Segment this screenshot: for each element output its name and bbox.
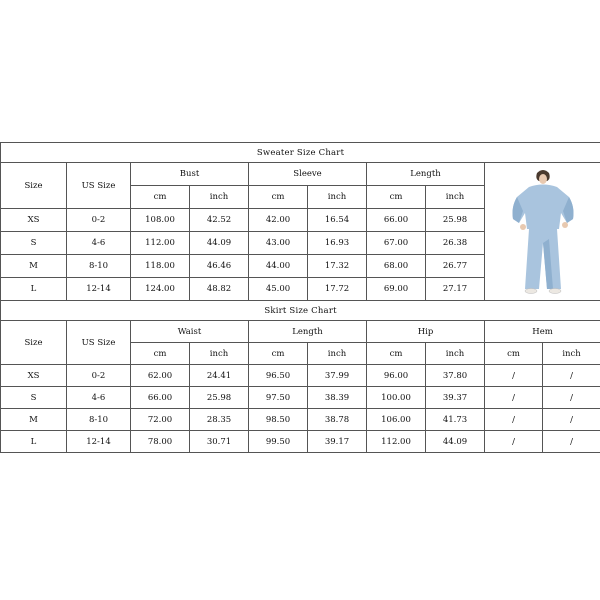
sweater-chart-title: Sweater Size Chart <box>1 143 600 163</box>
table-row <box>1 387 600 409</box>
hem-cm-cell: / <box>485 387 543 409</box>
sweater-size-chart <box>0 142 600 301</box>
hem-cm-cell: / <box>485 431 543 453</box>
table-row <box>1 409 600 431</box>
sleeve-header: Sleeve <box>249 163 367 186</box>
sleeve-cm-cell: 45.00 <box>249 278 308 301</box>
length-cm-cell: 99.50 <box>249 431 308 453</box>
length-cm-header: cm <box>367 186 426 209</box>
hip-inch-cell: 41.73 <box>426 409 485 431</box>
sleeve-inch-cell: 17.72 <box>308 278 367 301</box>
bust-inch-cell: 42.52 <box>190 209 249 232</box>
hip-cm-cell: 100.00 <box>367 387 426 409</box>
sleeve-inch-header: inch <box>308 186 367 209</box>
size-header: Size <box>1 321 67 365</box>
sleeve-cm-cell: 43.00 <box>249 232 308 255</box>
bust-inch-cell: 44.09 <box>190 232 249 255</box>
length-cm-cell: 68.00 <box>367 255 426 278</box>
hip-inch-header: inch <box>426 343 485 365</box>
length-inch-cell: 39.17 <box>308 431 367 453</box>
bust-cm-header: cm <box>131 186 190 209</box>
skirt-chart-title: Skirt Size Chart <box>1 301 600 321</box>
hem-inch-header: inch <box>543 343 600 365</box>
sleeve-inch-cell: 16.54 <box>308 209 367 232</box>
waist-inch-cell: 30.71 <box>190 431 249 453</box>
length-header: Length <box>367 163 485 186</box>
us-size-cell: 0-2 <box>67 365 131 387</box>
bust-inch-cell: 48.82 <box>190 278 249 301</box>
us-size-cell: 0-2 <box>67 209 131 232</box>
waist-cm-header: cm <box>131 343 190 365</box>
size-cell: XS <box>1 365 67 387</box>
hip-cm-header: cm <box>367 343 426 365</box>
length-cm-cell: 97.50 <box>249 387 308 409</box>
size-cell: XS <box>1 209 67 232</box>
bust-cm-cell: 108.00 <box>131 209 190 232</box>
us-size-cell: 4-6 <box>67 387 131 409</box>
length-cm-cell: 96.50 <box>249 365 308 387</box>
size-cell: L <box>1 431 67 453</box>
length-inch-cell: 26.38 <box>426 232 485 255</box>
hem-header: Hem <box>485 321 600 343</box>
hem-inch-cell: / <box>543 431 600 453</box>
size-cell: M <box>1 255 67 278</box>
hem-inch-cell: / <box>543 387 600 409</box>
length-inch-cell: 27.17 <box>426 278 485 301</box>
hip-cm-cell: 106.00 <box>367 409 426 431</box>
sleeve-cm-cell: 42.00 <box>249 209 308 232</box>
hip-cm-cell: 112.00 <box>367 431 426 453</box>
length-cm-header: cm <box>249 343 308 365</box>
waist-cm-cell: 62.00 <box>131 365 190 387</box>
hem-inch-cell: / <box>543 365 600 387</box>
us-size-cell: 8-10 <box>67 409 131 431</box>
waist-inch-header: inch <box>190 343 249 365</box>
sleeve-cm-header: cm <box>249 186 308 209</box>
sleeve-inch-cell: 17.32 <box>308 255 367 278</box>
length-cm-cell: 66.00 <box>367 209 426 232</box>
length-inch-cell: 26.77 <box>426 255 485 278</box>
waist-cm-cell: 66.00 <box>131 387 190 409</box>
hem-inch-cell: / <box>543 409 600 431</box>
length-cm-cell: 67.00 <box>367 232 426 255</box>
us-size-cell: 12-14 <box>67 431 131 453</box>
waist-cm-cell: 78.00 <box>131 431 190 453</box>
length-inch-cell: 37.99 <box>308 365 367 387</box>
length-inch-header: inch <box>308 343 367 365</box>
hem-cm-cell: / <box>485 365 543 387</box>
length-header: Length <box>249 321 367 343</box>
hip-header: Hip <box>367 321 485 343</box>
length-cm-cell: 98.50 <box>249 409 308 431</box>
waist-header: Waist <box>131 321 249 343</box>
size-cell: S <box>1 387 67 409</box>
hip-cm-cell: 96.00 <box>367 365 426 387</box>
size-cell: L <box>1 278 67 301</box>
size-cell: M <box>1 409 67 431</box>
sleeve-cm-cell: 44.00 <box>249 255 308 278</box>
waist-inch-cell: 28.35 <box>190 409 249 431</box>
waist-cm-cell: 72.00 <box>131 409 190 431</box>
length-inch-cell: 38.78 <box>308 409 367 431</box>
bust-cm-cell: 118.00 <box>131 255 190 278</box>
hem-cm-cell: / <box>485 409 543 431</box>
skirt-size-chart <box>0 300 600 453</box>
bust-header: Bust <box>131 163 249 186</box>
us-size-header: US Size <box>67 321 131 365</box>
length-inch-cell: 38.39 <box>308 387 367 409</box>
sleeve-inch-cell: 16.93 <box>308 232 367 255</box>
table-row <box>1 431 600 453</box>
hip-inch-cell: 37.80 <box>426 365 485 387</box>
bust-inch-header: inch <box>190 186 249 209</box>
bust-cm-cell: 112.00 <box>131 232 190 255</box>
hem-cm-header: cm <box>485 343 543 365</box>
us-size-cell: 4-6 <box>67 232 131 255</box>
us-size-cell: 12-14 <box>67 278 131 301</box>
length-inch-cell: 25.98 <box>426 209 485 232</box>
model-wearing-sweater-set-image <box>487 167 599 297</box>
bust-inch-cell: 46.46 <box>190 255 249 278</box>
waist-inch-cell: 24.41 <box>190 365 249 387</box>
size-header: Size <box>1 163 67 209</box>
waist-inch-cell: 25.98 <box>190 387 249 409</box>
model-photo <box>485 163 600 301</box>
hip-inch-cell: 44.09 <box>426 431 485 453</box>
bust-cm-cell: 124.00 <box>131 278 190 301</box>
size-cell: S <box>1 232 67 255</box>
table-row <box>1 365 600 387</box>
us-size-header: US Size <box>67 163 131 209</box>
us-size-cell: 8-10 <box>67 255 131 278</box>
hip-inch-cell: 39.37 <box>426 387 485 409</box>
length-cm-cell: 69.00 <box>367 278 426 301</box>
length-inch-header: inch <box>426 186 485 209</box>
